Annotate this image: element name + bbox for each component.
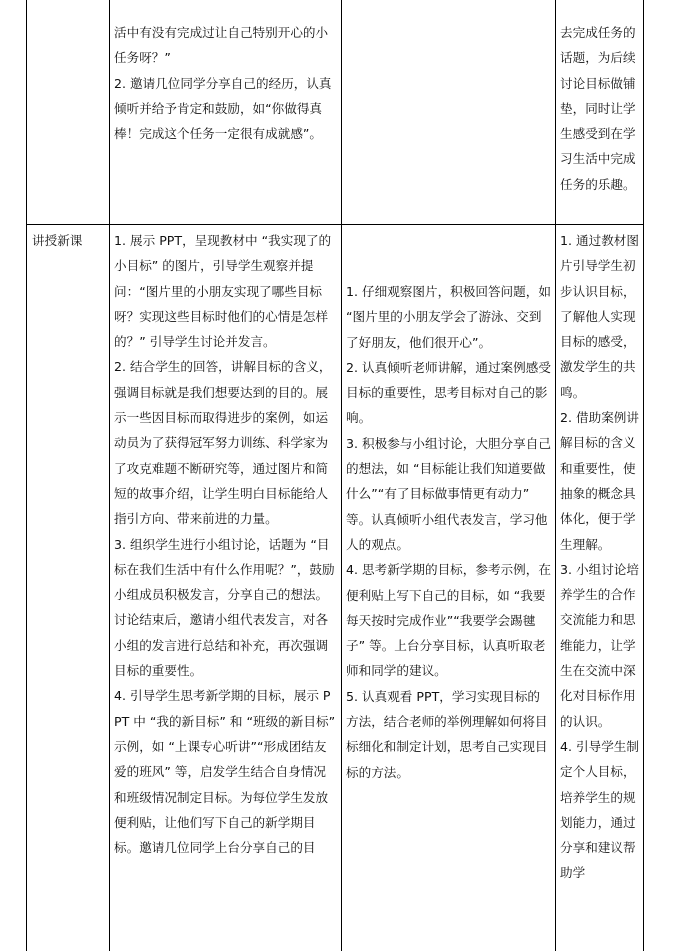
student-step-3: 3. 积极参与小组讨论，大胆分享自己的想法，如 “目标能让我们知道要做什么”“有了目标做事情更有动力” 等。认真倾听小组代表发言，学习他人的观点。: [346, 435, 551, 552]
intent-step-4: 4. 引导学生制定个人目标，培养学生的规划能力，通过分享和建议帮助学: [560, 738, 639, 881]
student-step-4: 4. 思考新学期的目标，参考示例，在便利贴上写下自己的目标，如 “我要每天按时完成作业”“我要学会踢毽子” 等。上台分享目标，认真听取老师和同学的建议。: [346, 562, 551, 679]
main-row-stage-cell: [32, 228, 106, 253]
intent-step-3: 3. 小组讨论培养学生的合作交流能力和思维能力，让学生在交流中深化对目标作用的认识。: [560, 561, 639, 729]
intent-step-1: 1. 通过教材图片引导学生初步认识目标，了解他人实现目标的感受，激发学生的共鸣。: [560, 233, 639, 400]
teacher-step-3: 3. 组织学生进行小组讨论，话题为 “目标在我们生活中有什么作用呢？”，鼓励小组成员积极发言，分享自己的想法。讨论结束后，邀请小组代表发言，对各小组的发言进行总结和补充，再次强调目标的重要性。: [114, 536, 335, 679]
table-border-col3: [555, 0, 556, 951]
teacher-step-1: 1. 展示 PPT，呈现教材中 “我实现了的小目标” 的图片，引导学生观察并提问：“图片里的小朋友实现了哪些目标呀？实现这些目标时他们的心情是怎样的？” 引导学生讨论并发言。: [114, 233, 332, 350]
intent-step-2: 2. 借助案例讲解目标的含义和重要性，使抽象的概念具体化，便于学生理解。: [560, 410, 639, 552]
student-step-2: 2. 认真倾听老师讲解，通过案例感受目标的重要性，思考目标对自己的影响。: [346, 359, 551, 426]
main-row-intent-cell: [560, 228, 640, 886]
main-row-student-cell: [346, 279, 552, 785]
teacher-step-2: 2. 结合学生的回答，讲解目标的含义，强调目标就是我们想要达到的目的。展示一些因目标而取得进步的案例，如运动员为了获得冠军努力训练、科学家为了攻克难题不断研究等，通过图片和简短的故事介绍，让学生明白目标能给人指引方向、带来前进的力量。: [114, 359, 332, 527]
student-step-1: 1. 仔细观察图片，积极回答问题，如 “图片里的小朋友学会了游泳、交到了好朋友，他们很开心”。: [346, 284, 551, 350]
main-row-stage: 讲授新课: [32, 233, 83, 248]
table-border-right: [643, 0, 644, 951]
main-row-teacher-cell: [114, 228, 336, 860]
table-border-left: [26, 0, 27, 951]
student-step-5: 5. 认真观看 PPT，学习实现目标的方法，结合老师的举例理解如何将目标细化和制定计划，思考自己实现目标的方法。: [346, 688, 548, 780]
table-border-col1: [109, 0, 110, 951]
table-row-divider: [26, 224, 644, 225]
top-row-teacher-cell: [114, 20, 336, 146]
top-row-teacher-para-2: 2. 邀请几位同学分享自己的经历，认真倾听并给予肯定和鼓励，如“你做得真棒！完成这个任务一定很有成就感”。: [114, 75, 332, 142]
table-border-col2: [341, 0, 342, 951]
teacher-step-4: 4. 引导学生思考新学期的目标，展示 PPT 中 “我的新目标” 和 “班级的新目标” 示例，如 “上课专心听讲”“形成团结友爱的班风” 等，启发学生结合自身情况和班级情况制定目标。为每位学生发放便利贴，让他们写下自己的新学期目标。邀请几位同学上台分享自己的目: [114, 688, 336, 856]
top-row-intent-para-1: 去完成任务的话题，为后续讨论目标做铺垫，同时让学生感受到在学习生活中完成任务的乐趣。: [560, 25, 636, 192]
top-row-intent-cell: [560, 20, 640, 197]
top-row-teacher-para-1: 活中有没有完成过让自己特别开心的小任务呀？”: [114, 25, 329, 66]
